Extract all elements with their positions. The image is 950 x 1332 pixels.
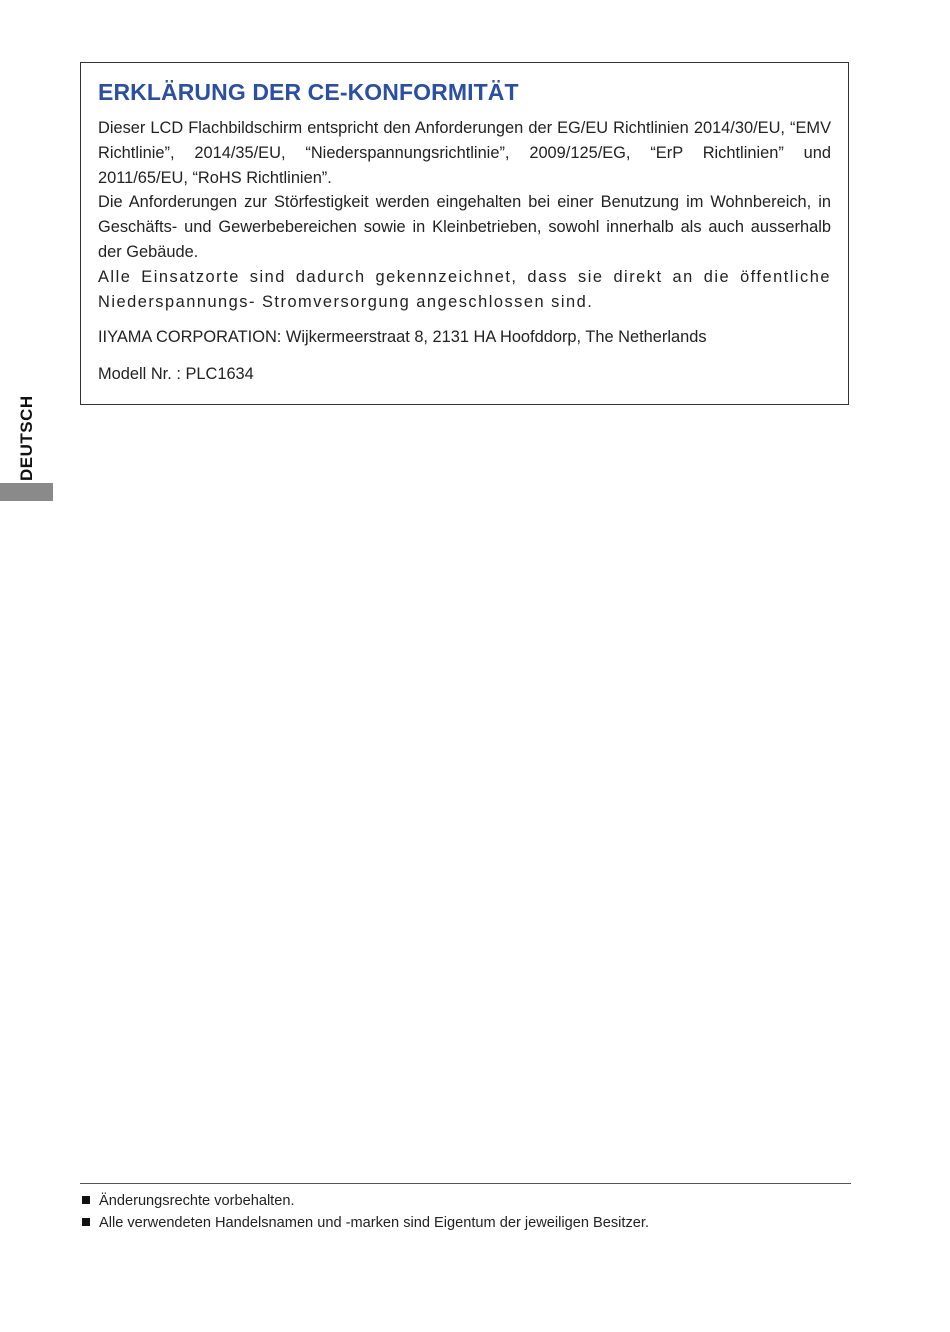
locations-paragraph: Alle Einsatzorte sind dadurch gekennzeichnet, dass sie direkt an die öffentliche Niederspannungs- Stromversorgung angeschlossen sind. [98, 267, 831, 311]
model-number: Modell Nr. : PLC1634 [98, 365, 254, 384]
footer-note-text: Alle verwendeten Handelsnamen und -marken sind Eigentum der jeweiligen Besitzer. [99, 1215, 650, 1231]
footer-divider [80, 1183, 851, 1184]
language-tab-bar [0, 483, 53, 501]
company-address: IIYAMA CORPORATION: Wijkermeerstraat 8, 2131 HA Hoofddorp, The Netherlands [98, 328, 707, 347]
footer-note-text: Änderungsrechte vorbehalten. [99, 1193, 295, 1209]
directives-paragraph: Dieser LCD Flachbildschirm entspricht den Anforderungen der EG/EU Richtlinien 2014/30/EU, “EMV Richtlinie”, 2014/35/EU, “Niederspannungsrichtlinie”, 2009/125/EG, “ErP Richtlinien” und 2011/65/EU, “RoHS Richtlinien”. [98, 119, 831, 187]
language-side-tab [0, 375, 53, 501]
square-bullet-icon [82, 1218, 90, 1226]
ce-declaration-box [80, 62, 849, 405]
language-label: DEUTSCH [17, 395, 36, 481]
declaration-title: ERKLÄRUNG DER CE-KONFORMITÄT [98, 79, 519, 105]
footer-note [80, 1212, 851, 1234]
footer-notes [80, 1190, 851, 1234]
footer-note [80, 1190, 851, 1212]
immunity-paragraph: Die Anforderungen zur Störfestigkeit werden eingehalten bei einer Benutzung im Wohnbereich, in Geschäfts- und Gewerbebereichen sowie in Kleinbetrieben, sowohl innerhalb als auch ausserhalb der Gebäude. [98, 193, 831, 261]
square-bullet-icon [82, 1196, 90, 1204]
